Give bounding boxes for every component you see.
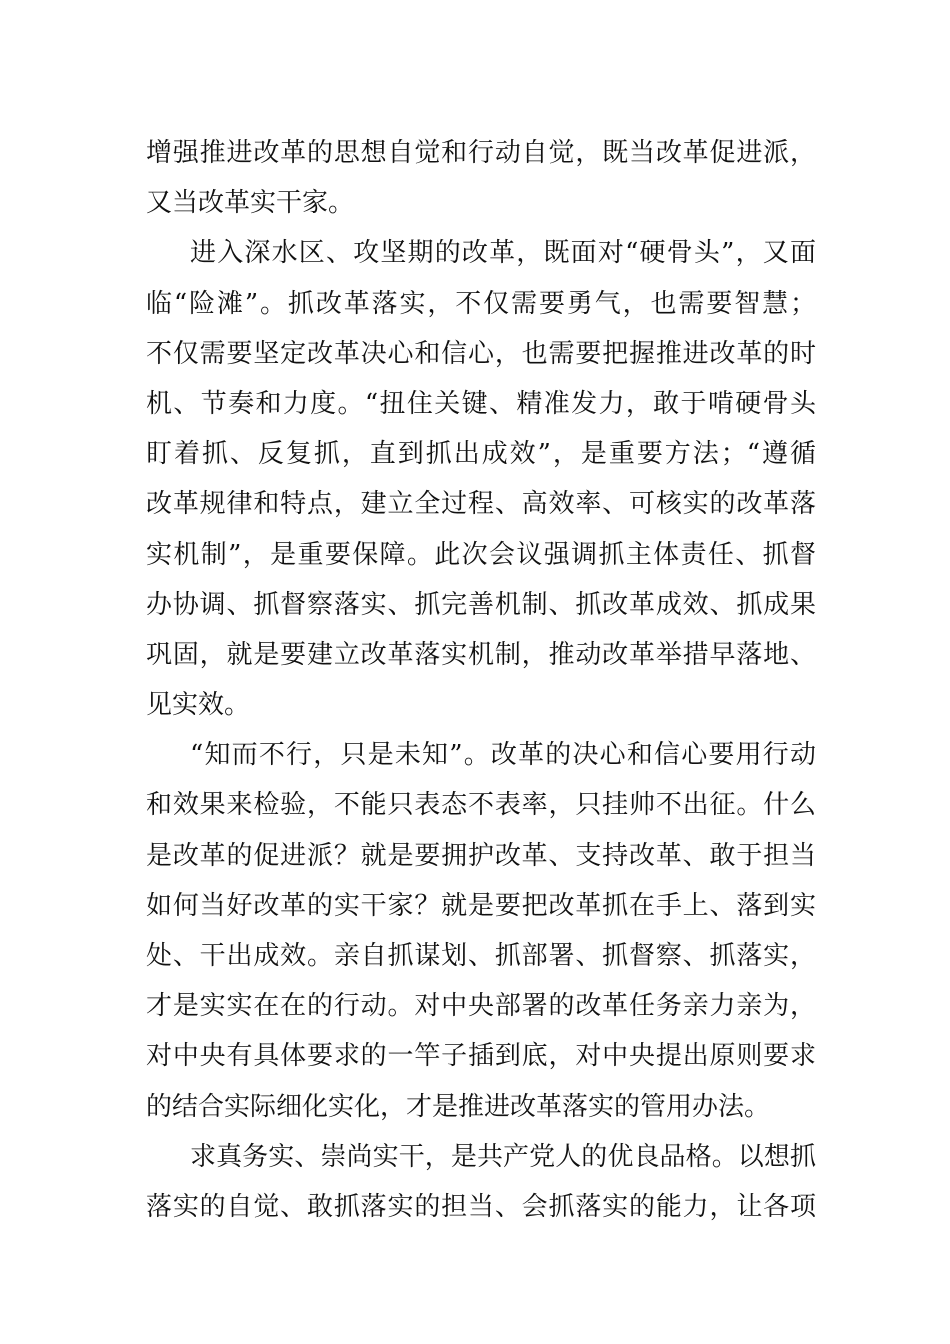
text-line: 办协调、抓督察落实、抓完善机制、抓改革成效、抓成果: [146, 589, 816, 620]
text-line: 又当改革实干家。: [146, 188, 355, 219]
text-line: 对中央有具体要求的一竿子插到底，对中央提出原则要求: [146, 1041, 816, 1072]
text-line: 改革规律和特点，建立全过程、高效率、可核实的改革落: [146, 489, 816, 520]
text-line: 增强推进改革的思想自觉和行动自觉，既当改革促进派，: [146, 138, 816, 168]
text-line: 和效果来检验，不能只表态不表率，只挂帅不出征。什么: [146, 790, 816, 821]
text-line: 落实的自觉、敢抓落实的担当、会抓落实的能力，让各项: [146, 1191, 816, 1222]
text-line: 不仅需要坚定改革决心和信心，也需要把握推进改革的时: [146, 338, 816, 369]
text-line: 是改革的促进派？就是要拥护改革、支持改革、敢于担当: [146, 840, 816, 871]
paragraph-first-line: “知而不行，只是未知”。改革的决心和信心要用行动: [190, 740, 816, 771]
text-line: 如何当好改革的实干家？就是要把改革抓在手上、落到实: [146, 890, 816, 921]
text-line: 见实效。: [146, 690, 251, 721]
text-line: 实机制”，是重要保障。此次会议强调抓主体责任、抓督: [146, 539, 816, 570]
text-line: 才是实实在在的行动。对中央部署的改革任务亲力亲为，: [146, 991, 816, 1022]
text-line: 的结合实际细化实化，才是推进改革落实的管用办法。: [146, 1091, 771, 1122]
text-line: 机、节奏和力度。“扭住关键、精准发力，敢于啃硬骨头: [146, 388, 816, 419]
paragraph-first-line: 进入深水区、攻坚期的改革，既面对“硬骨头”，又面: [190, 238, 816, 269]
text-line: 巩固，就是要建立改革落实机制，推动改革举措早落地、: [146, 639, 816, 670]
article-body: [146, 128, 816, 1232]
text-line: 处、干出成效。亲自抓谋划、抓部署、抓督察、抓落实，: [146, 941, 816, 971]
text-line: 临“险滩”。抓改革落实，不仅需要勇气，也需要智慧；: [146, 288, 816, 319]
text-line: 盯着抓、反复抓，直到抓出成效”，是重要方法；“遵循: [146, 439, 816, 470]
paragraph-first-line: 求真务实、崇尚实干，是共产党人的优良品格。以想抓: [190, 1141, 816, 1172]
